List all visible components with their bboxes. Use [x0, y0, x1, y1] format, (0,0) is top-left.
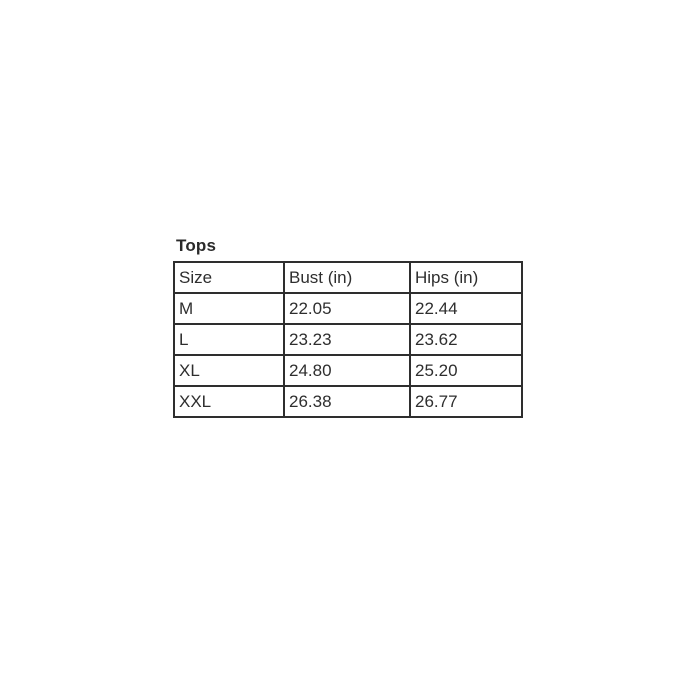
column-header-hips: Hips (in): [410, 262, 522, 293]
cell-bust: 26.38: [284, 386, 410, 417]
table-header-row: [174, 262, 522, 293]
table-row: [174, 293, 522, 324]
table-row: [174, 386, 522, 417]
cell-size: XL: [174, 355, 284, 386]
size-chart-table: [173, 261, 523, 418]
cell-bust: 23.23: [284, 324, 410, 355]
table-row: [174, 355, 522, 386]
cell-bust: 22.05: [284, 293, 410, 324]
cell-hips: 26.77: [410, 386, 522, 417]
column-header-bust: Bust (in): [284, 262, 410, 293]
size-chart-title: Tops: [176, 236, 217, 255]
cell-hips: 25.20: [410, 355, 522, 386]
table-row: [174, 324, 522, 355]
column-header-size: Size: [174, 262, 284, 293]
cell-size: XXL: [174, 386, 284, 417]
cell-size: L: [174, 324, 284, 355]
cell-bust: 24.80: [284, 355, 410, 386]
cell-hips: 23.62: [410, 324, 522, 355]
cell-size: M: [174, 293, 284, 324]
size-chart-section: [173, 236, 523, 418]
cell-hips: 22.44: [410, 293, 522, 324]
